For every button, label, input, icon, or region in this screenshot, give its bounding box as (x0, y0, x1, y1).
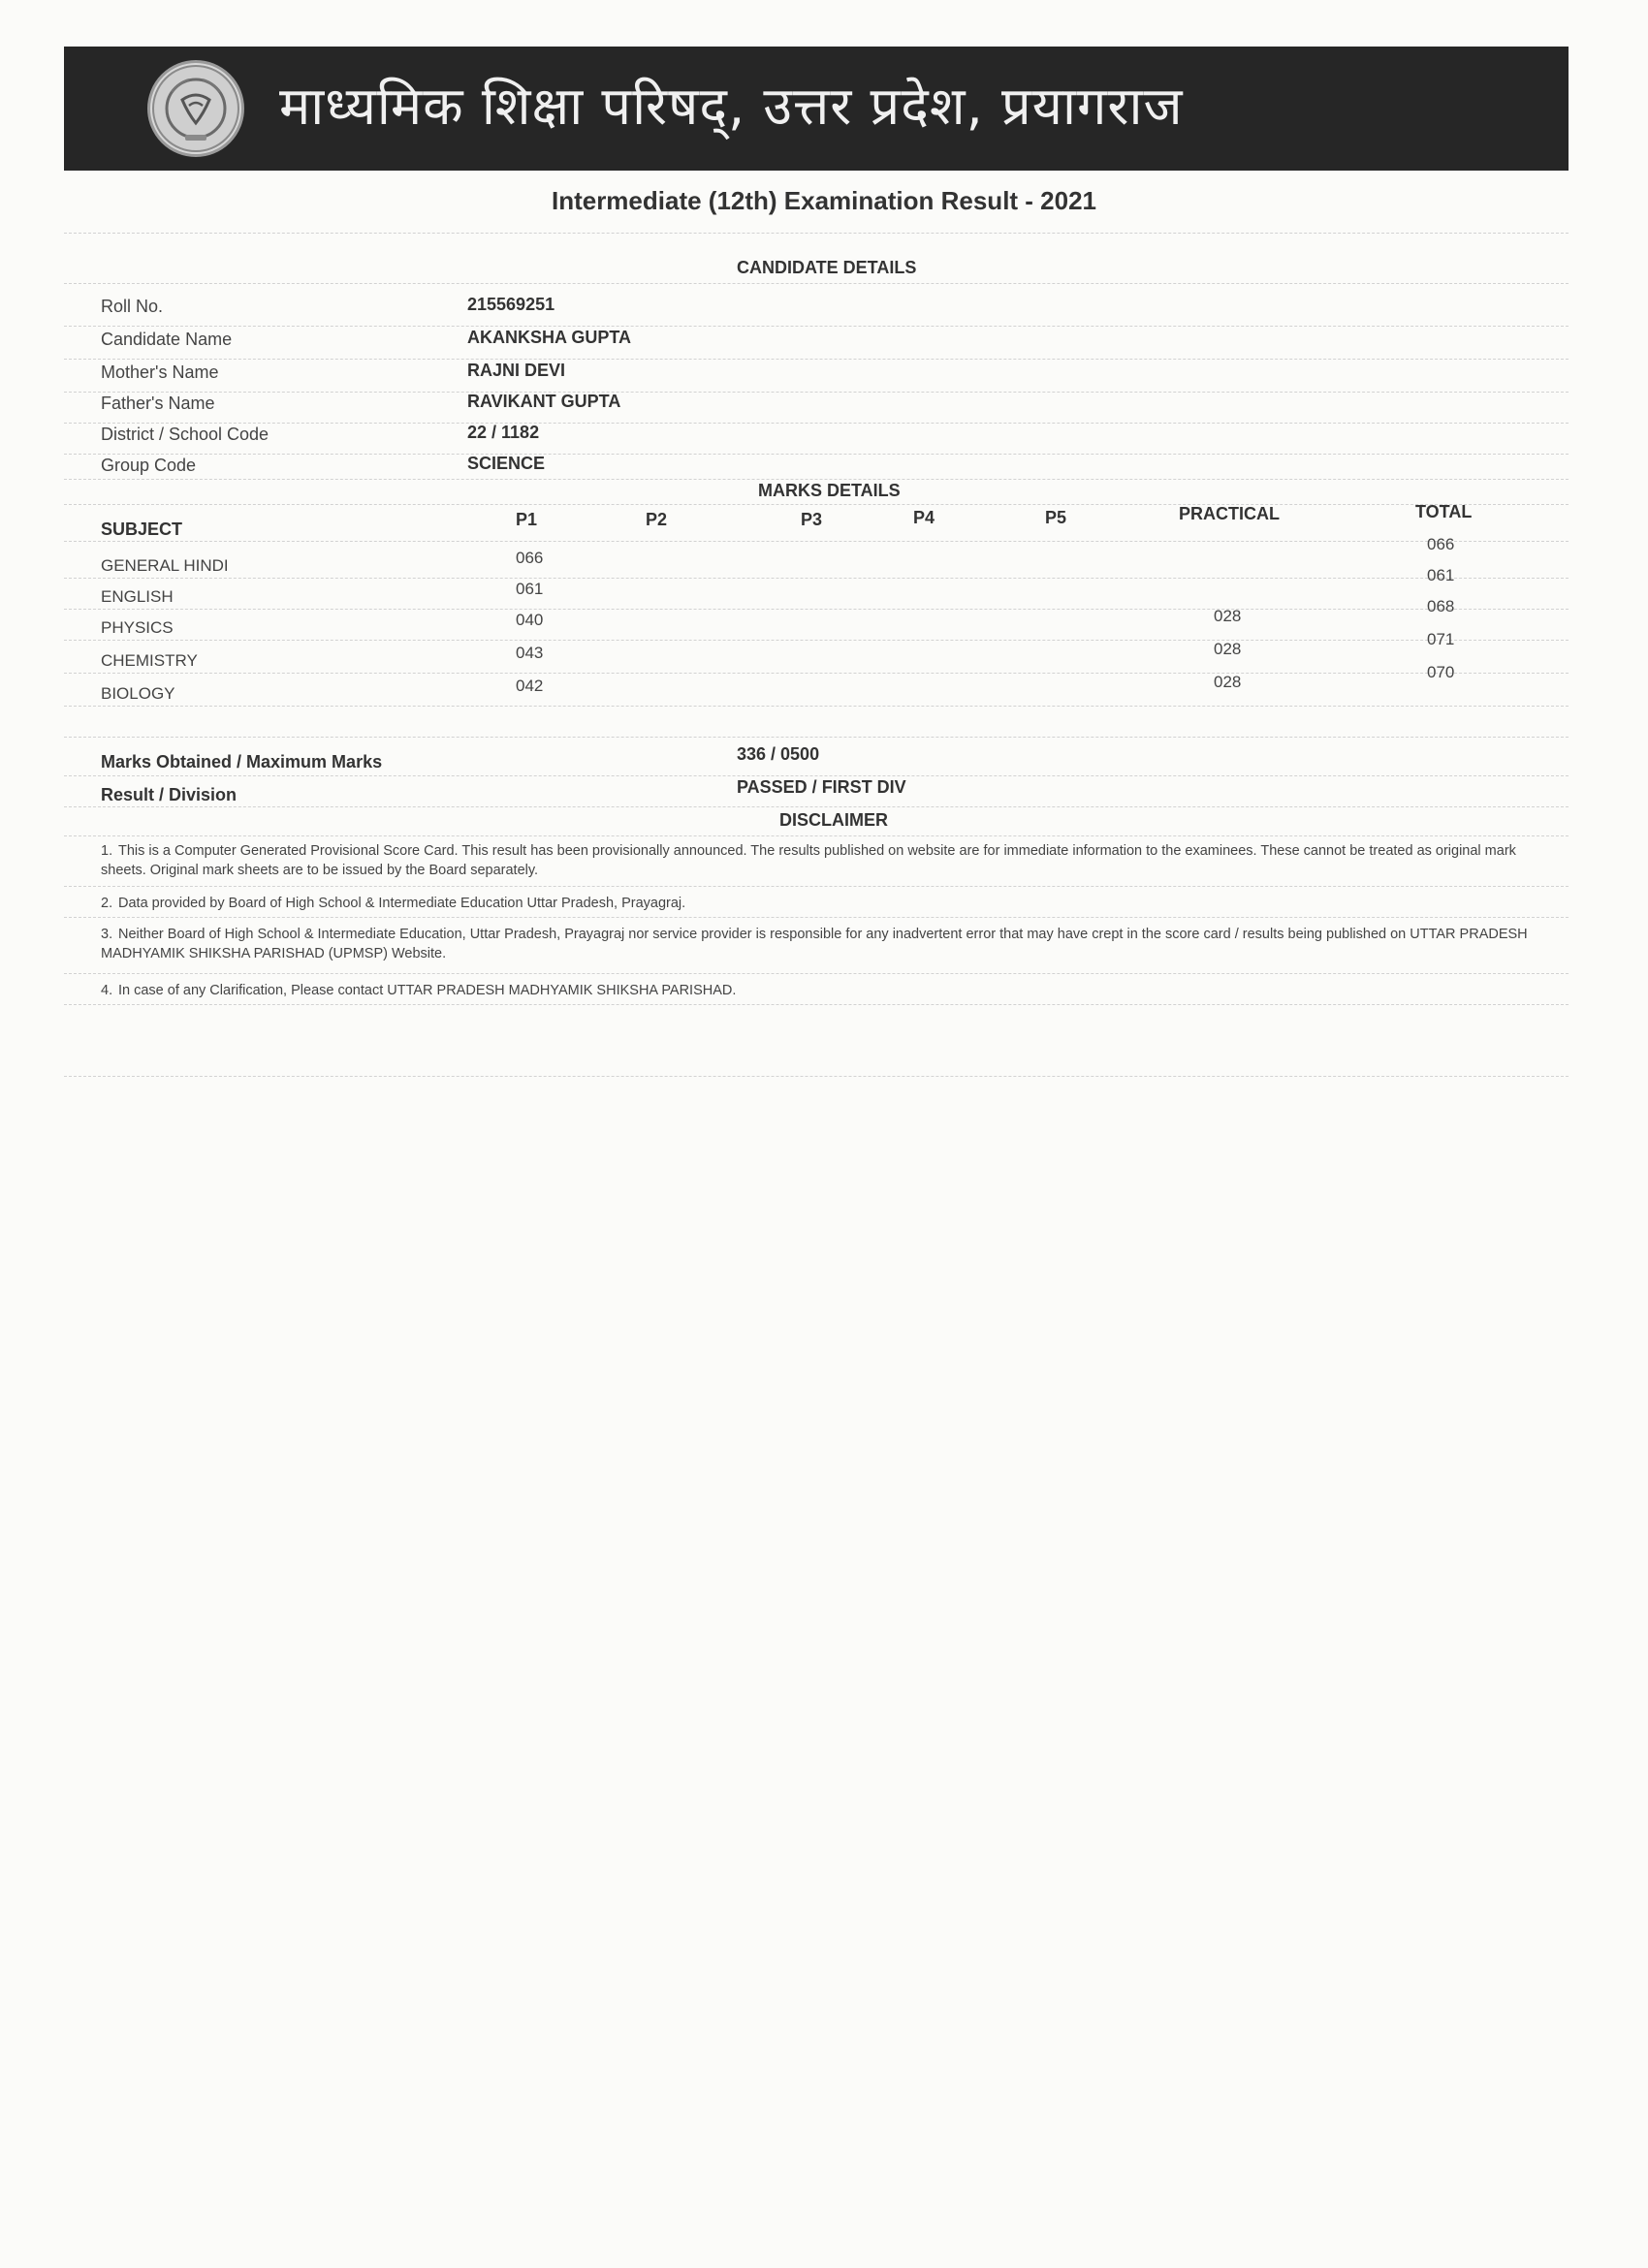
detail-row-candidate-name (64, 324, 1569, 359)
detail-value: RAVIKANT GUPTA (467, 392, 621, 411)
disclaimer-number: 1. (101, 843, 113, 859)
detail-label: District / School Code (101, 425, 269, 444)
subject-p1: 043 (516, 644, 544, 662)
table-row (64, 663, 1569, 709)
subject-practical: 028 (1214, 640, 1242, 658)
column-header-p5: P5 (1045, 508, 1067, 527)
subject-p1: 040 (516, 611, 544, 629)
disclaimer-text: In case of any Clarification, Please contact UTTAR PRADESH MADHYAMIK SHIKSHA PARISHAD. (118, 983, 737, 998)
detail-label: Candidate Name (101, 330, 233, 349)
disclaimer-number: 2. (101, 896, 113, 911)
column-header-p1: P1 (516, 510, 538, 529)
disclaimer-text: Neither Board of High School & Intermediate Education, Uttar Pradesh, Prayagraj nor service provider is responsible for any inadvertent error that may have crept in the score card / results being published on UTTAR PRADESH MADHYAMIK SHIKSHA PARISHAD (UPMSP) Website. (101, 927, 1528, 961)
result-division-value: PASSED / FIRST DIV (737, 777, 906, 797)
subject-p1: 061 (516, 580, 544, 598)
divider (64, 835, 1569, 836)
column-header-subject: SUBJECT (101, 520, 183, 539)
subject-name: ENGLISH (101, 587, 174, 606)
divider (64, 283, 1569, 284)
subject-total: 070 (1427, 663, 1455, 681)
column-header-p4: P4 (913, 508, 935, 527)
subject-total: 068 (1427, 597, 1455, 615)
subject-total: 061 (1427, 566, 1455, 584)
detail-row-roll-no (64, 291, 1569, 326)
divider (64, 233, 1569, 234)
detail-value: RAJNI DEVI (467, 361, 566, 380)
disclaimer-number: 3. (101, 927, 113, 942)
detail-label: Mother's Name (101, 362, 219, 382)
disclaimer-item (101, 894, 1551, 913)
disclaimer-number: 4. (101, 983, 113, 998)
divider (64, 1004, 1569, 1005)
board-name: माध्यमिक शिक्षा परिषद्, उत्तर प्रदेश, प्रयागराज (279, 76, 1184, 137)
table-row (64, 535, 1569, 581)
detail-label: Roll No. (101, 297, 164, 316)
divider (64, 886, 1569, 887)
divider (64, 775, 1569, 776)
table-row (64, 597, 1569, 643)
disclaimer-item (101, 925, 1551, 963)
detail-row-father-name (64, 388, 1569, 423)
divider (64, 541, 1569, 542)
result-division-label: Result / Division (101, 785, 238, 804)
table-row (64, 630, 1569, 676)
detail-value: 215569251 (467, 295, 555, 314)
detail-label: Father's Name (101, 394, 215, 413)
column-header-practical: PRACTICAL (1179, 504, 1280, 523)
divider (64, 479, 1569, 480)
column-header-p3: P3 (801, 510, 823, 529)
subject-practical: 028 (1214, 673, 1242, 691)
exam-title: Intermediate (12th) Examination Result - 2021 (551, 186, 1097, 215)
divider (64, 973, 1569, 974)
marks-obtained-value: 336 / 0500 (737, 744, 820, 764)
detail-label: Group Code (101, 456, 197, 475)
subject-total: 071 (1427, 630, 1455, 648)
detail-value: 22 / 1182 (467, 423, 540, 442)
column-header-p2: P2 (646, 510, 668, 529)
candidate-details-heading: CANDIDATE DETAILS (737, 258, 917, 277)
subject-name: PHYSICS (101, 618, 174, 637)
marks-obtained-label: Marks Obtained / Maximum Marks (101, 752, 383, 772)
disclaimer-text: This is a Computer Generated Provisional Score Card. This result has been provisionally announced. The results published on website are for immediate information to the examinees. These cannot be treated as original mark sheets. Original mark sheets are to be issued by the Board separately. (101, 843, 1516, 878)
detail-row-mother-name (64, 357, 1569, 392)
subject-name: CHEMISTRY (101, 651, 198, 670)
board-emblem-icon (147, 60, 244, 157)
detail-row-district-school-code (64, 419, 1569, 454)
divider (64, 806, 1569, 807)
marks-details-heading: MARKS DETAILS (758, 481, 901, 500)
header-bar (64, 47, 1569, 171)
subject-p1: 042 (516, 677, 544, 695)
divider (64, 917, 1569, 918)
divider (64, 504, 1569, 505)
divider (64, 706, 1569, 707)
column-header-total: TOTAL (1415, 502, 1473, 521)
disclaimer-item (101, 981, 1551, 1000)
detail-value: SCIENCE (467, 454, 546, 473)
subject-p1: 066 (516, 549, 544, 567)
table-row (64, 566, 1569, 612)
subject-total: 066 (1427, 535, 1455, 553)
divider (64, 640, 1569, 641)
subject-practical: 028 (1214, 607, 1242, 625)
divider (64, 609, 1569, 610)
disclaimer-item (101, 841, 1551, 880)
subject-name: BIOLOGY (101, 684, 175, 703)
disclaimer-text: Data provided by Board of High School & Intermediate Education Uttar Pradesh, Prayagraj. (118, 896, 686, 911)
subject-name: GENERAL HINDI (101, 556, 229, 575)
disclaimer-heading: DISCLAIMER (779, 810, 888, 830)
divider (64, 737, 1569, 738)
divider (64, 1076, 1569, 1077)
detail-value: AKANKSHA GUPTA (467, 328, 631, 347)
divider (64, 578, 1569, 579)
divider (64, 673, 1569, 674)
